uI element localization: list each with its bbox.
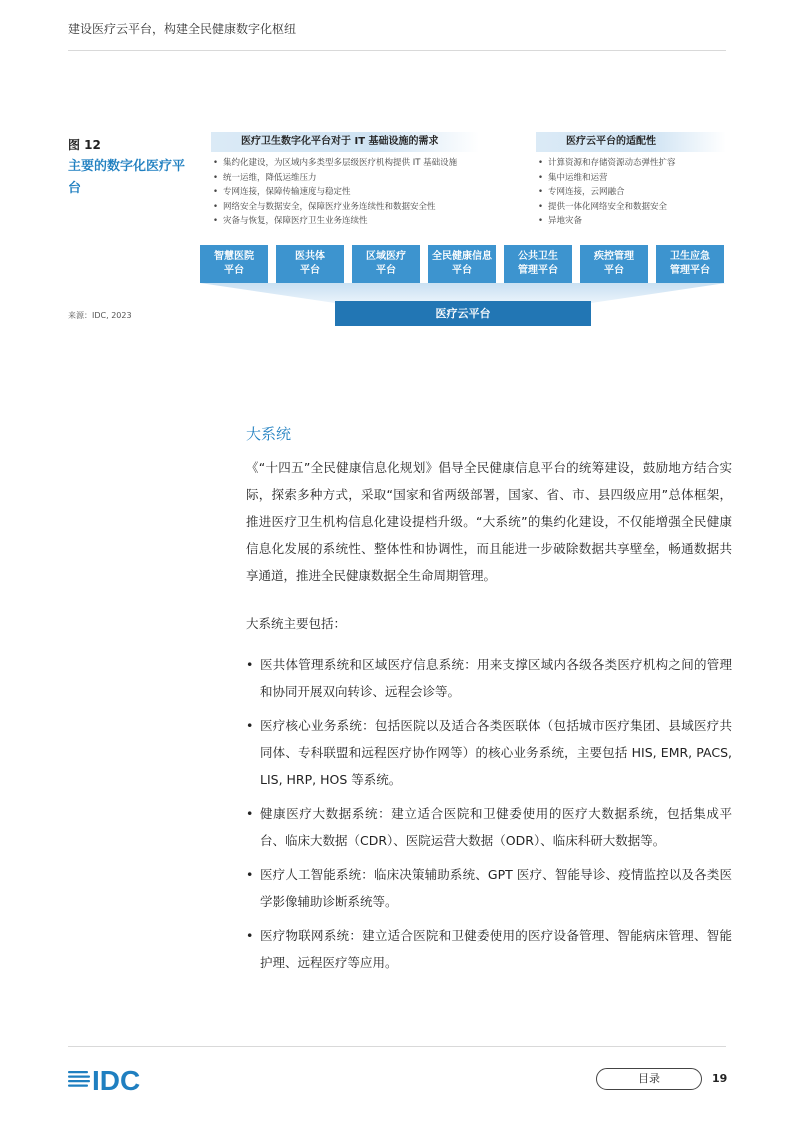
right-panel-heading: 医疗云平台的适配性 <box>536 132 726 152</box>
left-panel-item: • 网络安全与数据安全，保障医疗业务连续性和数据安全性 <box>213 200 457 215</box>
category-box-national-health-info: 全民健康信息 平台 <box>428 245 496 283</box>
list-item: • 医疗物联网系统：建立适合医院和卫健委使用的医疗设备管理、智能病床管理、智能护理、远程医疗等应用。 <box>246 922 732 976</box>
category-box-regional-medical: 区域医疗 平台 <box>352 245 420 283</box>
list-item: • 医共体管理系统和区域医疗信息系统：用来支撑区域内各级各类医疗机构之间的管理和协同开展双向转诊、远程会诊等。 <box>246 651 732 705</box>
header-divider <box>68 50 726 51</box>
category-box-public-health: 公共卫生 管理平台 <box>504 245 572 283</box>
figure-label: 图 12 <box>68 138 101 152</box>
section-title: 大系统 <box>246 425 292 443</box>
right-panel-item: • 提供一体化网络安全和数据安全 <box>538 200 676 215</box>
figure-title: 主要的数字化医疗平台 <box>68 159 186 196</box>
funnel-connector <box>200 283 726 303</box>
left-panel-item: • 统一运维，降低运维压力 <box>213 171 457 186</box>
category-box-health-emergency: 卫生应急 管理平台 <box>656 245 724 283</box>
right-panel-item: • 专网连接，云网融合 <box>538 185 676 200</box>
base-cloud-platform: 医疗云平台 <box>335 301 591 326</box>
list-item: • 医疗人工智能系统：临床决策辅助系统、GPT 医疗、智能导诊、疫情监控以及各类医学影像辅助诊断系统等。 <box>246 861 732 915</box>
right-panel-list <box>538 156 676 229</box>
left-panel-item: • 专网连接，保障传输速度与稳定性 <box>213 185 457 200</box>
section-paragraph: 《“十四五”全民健康信息化规划》倡导全民健康信息平台的统筹建设，鼓励地方结合实际，探索多种方式，采取“国家和省两级部署，国家、省、市、县四级应用”总体框架，推进医疗卫生机构信息化建设提档升级。“大系统”的集约化建设，不仅能增强全民健康信息化发展的系统性、整体性和协调性，而且能进一步破除数据共享壁垒，畅通数据共享通道，推进全民健康数据全生命周期管理。 <box>246 460 732 583</box>
category-box-smart-hospital: 智慧医院 平台 <box>200 245 268 283</box>
platform-category-row <box>200 245 726 283</box>
left-panel-item: • 集约化建设，为区域内多类型多层级医疗机构提供 IT 基础设施 <box>213 156 457 171</box>
list-item: • 医疗核心业务系统：包括医院以及适合各类医联体（包括城市医疗集团、县域医疗共同体、专科联盟和远程医疗协作网等）的核心业务系统，主要包括 HIS, EMR, PACS, LIS, HRP, HOS 等系统。 <box>246 712 732 793</box>
figure-source: 来源：IDC, 2023 <box>68 311 132 320</box>
category-box-medical-alliance: 医共体 平台 <box>276 245 344 283</box>
idc-logo <box>68 1062 168 1096</box>
section-intro: 大系统主要包括： <box>246 616 347 631</box>
header-title: 建设医疗云平台，构建全民健康数字化枢纽 <box>68 22 297 36</box>
svg-text:IDC: IDC <box>92 1065 141 1096</box>
category-box-disease-control: 疾控管理 平台 <box>580 245 648 283</box>
left-panel-list <box>213 156 457 229</box>
system-list <box>246 651 732 983</box>
left-panel-item: • 灾备与恢复，保障医疗卫生业务连续性 <box>213 214 457 229</box>
list-item: • 健康医疗大数据系统：建立适合医院和卫健委使用的医疗大数据系统，包括集成平台、临床大数据（CDR）、医院运营大数据（ODR）、临床科研大数据等。 <box>246 800 732 854</box>
right-panel-item: • 计算资源和存储资源动态弹性扩容 <box>538 156 676 171</box>
right-panel-item: • 集中运维和运营 <box>538 171 676 186</box>
left-panel-heading: 医疗卫生数字化平台对于 IT 基础设施的需求 <box>211 132 479 152</box>
toc-button[interactable]: 目录 <box>596 1068 702 1090</box>
right-panel-item: • 异地灾备 <box>538 214 676 229</box>
footer-divider <box>68 1046 726 1047</box>
page-number: 19 <box>712 1072 728 1085</box>
